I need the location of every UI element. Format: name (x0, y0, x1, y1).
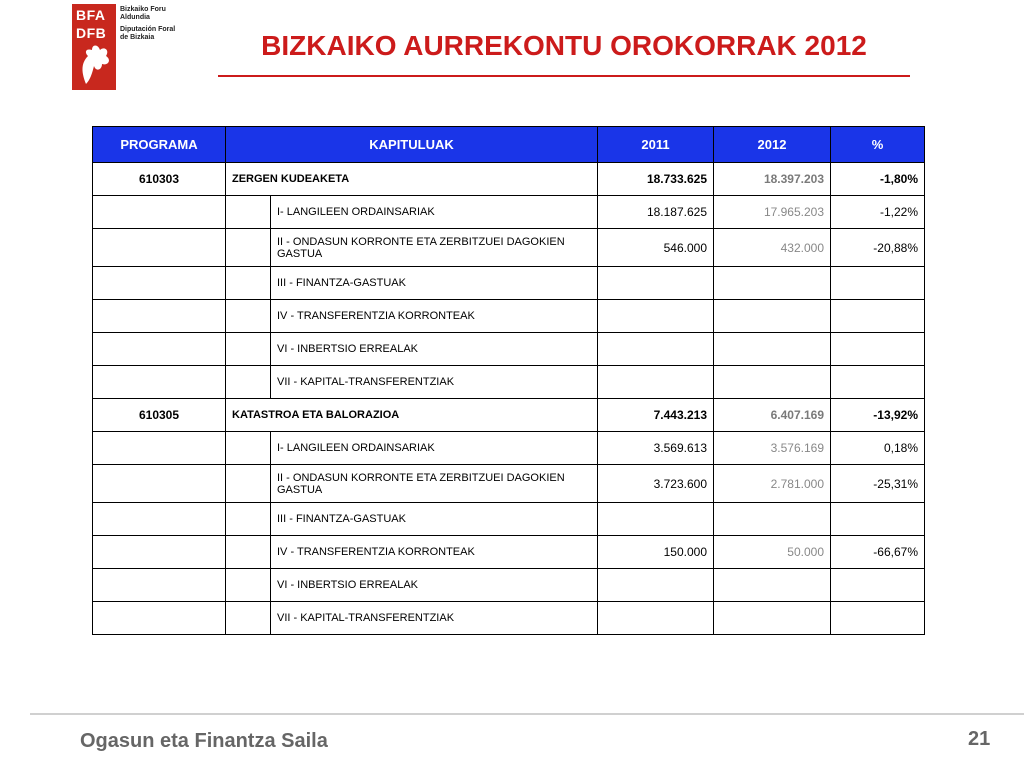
header-2012: 2012 (714, 127, 831, 163)
table-row (93, 229, 925, 267)
logo-line1: BFA (76, 7, 106, 23)
percent-change-cell (831, 569, 925, 602)
program-code-cell (93, 536, 226, 569)
value-2011-cell: 18.187.625 (598, 196, 714, 229)
program-code-cell: 610305 (93, 399, 226, 432)
table-row (93, 602, 925, 635)
chapter-cell: VI - INBERTSIO ERREALAK (271, 569, 598, 602)
value-2012-cell: 18.397.203 (714, 163, 831, 196)
indent-cell (226, 536, 271, 569)
percent-change-cell (831, 300, 925, 333)
table-row (93, 569, 925, 602)
percent-change-cell (831, 503, 925, 536)
table-row (93, 399, 925, 432)
table-row (93, 465, 925, 503)
page-number: 21 (968, 728, 991, 750)
header-2011: 2011 (598, 127, 714, 163)
chapter-cell: II - ONDASUN KORRONTE ETA ZERBITZUEI DAGOKIEN GASTUA (271, 465, 598, 503)
indent-cell (226, 602, 271, 635)
table-row (93, 536, 925, 569)
program-code-cell (93, 267, 226, 300)
program-code-cell (93, 366, 226, 399)
page-title: BIZKAIKO AURREKONTU OROKORRAK 2012 (261, 30, 867, 61)
program-code-cell (93, 569, 226, 602)
percent-change-cell (831, 333, 925, 366)
program-code-cell (93, 300, 226, 333)
indent-cell (226, 300, 271, 333)
title-underline (218, 75, 910, 77)
percent-change-cell: -1,80% (831, 163, 925, 196)
logo-name-basque: Bizkaiko Foru Aldundia (120, 6, 166, 21)
value-2011-cell: 150.000 (598, 536, 714, 569)
value-2012-cell (714, 300, 831, 333)
value-2012-cell (714, 569, 831, 602)
percent-change-cell: -1,22% (831, 196, 925, 229)
value-2011-cell (598, 267, 714, 300)
chapter-cell: IV - TRANSFERENTZIA KORRONTEAK (271, 300, 598, 333)
program-code-cell (93, 432, 226, 465)
chapter-cell: VII - KAPITAL-TRANSFERENTZIAK (271, 602, 598, 635)
program-code-cell: 610303 (93, 163, 226, 196)
value-2012-cell (714, 333, 831, 366)
table-row (93, 333, 925, 366)
footer-department: Ogasun eta Finantza Saila (80, 730, 328, 752)
percent-change-cell: -66,67% (831, 536, 925, 569)
value-2012-cell: 17.965.203 (714, 196, 831, 229)
indent-cell (226, 366, 271, 399)
percent-change-cell: -25,31% (831, 465, 925, 503)
footer-divider (30, 713, 1024, 715)
chapter-cell: VII - KAPITAL-TRANSFERENTZIAK (271, 366, 598, 399)
program-name-cell: ZERGEN KUDEAKETA (226, 163, 598, 196)
percent-change-cell: 0,18% (831, 432, 925, 465)
table-row (93, 196, 925, 229)
value-2012-cell (714, 366, 831, 399)
indent-cell (226, 569, 271, 602)
program-code-cell (93, 602, 226, 635)
header-kapituluak: KAPITULUAK (226, 127, 598, 163)
indent-cell (226, 196, 271, 229)
bfa-logo (72, 4, 182, 90)
chapter-cell: VI - INBERTSIO ERREALAK (271, 333, 598, 366)
indent-cell (226, 432, 271, 465)
value-2011-cell: 18.733.625 (598, 163, 714, 196)
chapter-cell: III - FINANTZA-GASTUAK (271, 267, 598, 300)
program-name-cell: KATASTROA ETA BALORAZIOA (226, 399, 598, 432)
table-row (93, 163, 925, 196)
percent-change-cell (831, 366, 925, 399)
percent-change-cell: -13,92% (831, 399, 925, 432)
value-2011-cell: 546.000 (598, 229, 714, 267)
indent-cell (226, 465, 271, 503)
indent-cell (226, 333, 271, 366)
value-2011-cell (598, 366, 714, 399)
value-2012-cell (714, 267, 831, 300)
header-programa: PROGRAMA (93, 127, 226, 163)
percent-change-cell: -20,88% (831, 229, 925, 267)
chapter-cell: I- LANGILEEN ORDAINSARIAK (271, 196, 598, 229)
value-2012-cell (714, 602, 831, 635)
chapter-cell: I- LANGILEEN ORDAINSARIAK (271, 432, 598, 465)
value-2011-cell (598, 503, 714, 536)
indent-cell (226, 229, 271, 267)
program-code-cell (93, 196, 226, 229)
chapter-cell: IV - TRANSFERENTZIA KORRONTEAK (271, 536, 598, 569)
value-2011-cell: 3.723.600 (598, 465, 714, 503)
logo-emblem (72, 4, 116, 90)
value-2011-cell (598, 569, 714, 602)
value-2011-cell (598, 333, 714, 366)
header-pct: % (831, 127, 925, 163)
value-2012-cell: 2.781.000 (714, 465, 831, 503)
table-row (93, 366, 925, 399)
value-2011-cell (598, 602, 714, 635)
value-2012-cell: 3.576.169 (714, 432, 831, 465)
chapter-cell: III - FINANTZA-GASTUAK (271, 503, 598, 536)
percent-change-cell (831, 602, 925, 635)
value-2012-cell: 432.000 (714, 229, 831, 267)
logo-line2: DFB (76, 25, 107, 41)
program-code-cell (93, 333, 226, 366)
value-2011-cell: 3.569.613 (598, 432, 714, 465)
table-row (93, 503, 925, 536)
value-2012-cell (714, 503, 831, 536)
indent-cell (226, 267, 271, 300)
table-row (93, 432, 925, 465)
program-code-cell (93, 465, 226, 503)
oak-leaf-icon (72, 4, 116, 90)
table-header-row (93, 127, 925, 163)
chapter-cell: II - ONDASUN KORRONTE ETA ZERBITZUEI DAGOKIEN GASTUA (271, 229, 598, 267)
indent-cell (226, 503, 271, 536)
percent-change-cell (831, 267, 925, 300)
value-2012-cell: 6.407.169 (714, 399, 831, 432)
budget-table (92, 126, 925, 635)
value-2011-cell (598, 300, 714, 333)
table-row (93, 267, 925, 300)
value-2011-cell: 7.443.213 (598, 399, 714, 432)
program-code-cell (93, 229, 226, 267)
table-row (93, 300, 925, 333)
program-code-cell (93, 503, 226, 536)
logo-name-spanish: Diputación Foral de Bizkaia (120, 26, 176, 41)
value-2012-cell: 50.000 (714, 536, 831, 569)
